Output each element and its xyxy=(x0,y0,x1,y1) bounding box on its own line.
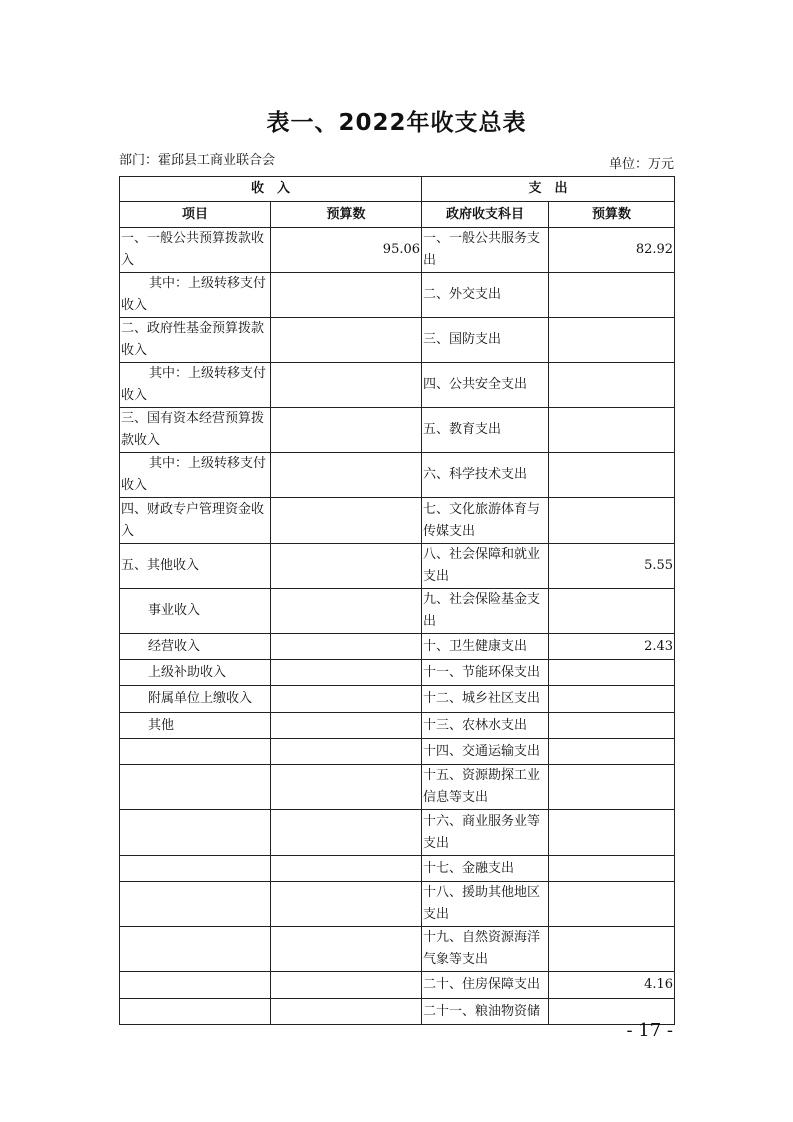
table-row xyxy=(120,228,675,273)
expense-value-cell xyxy=(549,363,675,408)
table-row xyxy=(120,739,675,765)
income-value-cell xyxy=(271,363,422,408)
income-value-cell xyxy=(271,318,422,363)
table-row xyxy=(120,882,675,927)
income-value-cell xyxy=(271,453,422,498)
income-value-cell xyxy=(271,713,422,739)
income-value-cell xyxy=(271,660,422,686)
income-header: 收 入 xyxy=(120,177,422,202)
table-row xyxy=(120,999,675,1025)
expense-value-cell: 4.16 xyxy=(549,972,675,999)
income-item-cell xyxy=(120,739,271,765)
income-value-cell xyxy=(271,544,422,589)
table-row xyxy=(120,318,675,363)
page-number: - 17 - xyxy=(626,1020,673,1041)
table-row xyxy=(120,544,675,589)
income-value-cell xyxy=(271,999,422,1025)
income-item-cell: 附属单位上缴收入 xyxy=(120,686,271,713)
table-row xyxy=(120,363,675,408)
table-row xyxy=(120,589,675,634)
income-item-cell: 经营收入 xyxy=(120,634,271,660)
expense-header: 支 出 xyxy=(422,177,675,202)
expense-value-cell xyxy=(549,856,675,882)
table-row xyxy=(120,713,675,739)
expense-item-cell: 二、外交支出 xyxy=(422,273,549,318)
expense-item-cell: 十三、农林水支出 xyxy=(422,713,549,739)
expense-item-cell: 十、卫生健康支出 xyxy=(422,634,549,660)
income-value-cell xyxy=(271,686,422,713)
income-item-cell: 其他 xyxy=(120,713,271,739)
table-row xyxy=(120,810,675,856)
expense-item-cell: 二十一、粮油物资储 xyxy=(422,999,549,1025)
income-value-cell xyxy=(271,882,422,927)
expense-value-cell xyxy=(549,498,675,544)
income-value-cell xyxy=(271,856,422,882)
income-item-cell: 其中：上级转移支付收入 xyxy=(120,453,271,498)
income-value-cell xyxy=(271,498,422,544)
expense-value-cell xyxy=(549,739,675,765)
gov-subject-column-header: 政府收支科目 xyxy=(422,202,549,228)
income-value-cell xyxy=(271,589,422,634)
income-value-cell xyxy=(271,408,422,453)
income-value-cell xyxy=(271,927,422,972)
expense-item-cell: 六、科学技术支出 xyxy=(422,453,549,498)
income-item-cell xyxy=(120,972,271,999)
expense-item-cell: 七、文化旅游体育与传媒支出 xyxy=(422,498,549,544)
expense-item-cell: 十四、交通运输支出 xyxy=(422,739,549,765)
income-value-cell xyxy=(271,810,422,856)
income-value-cell xyxy=(271,739,422,765)
expense-item-cell: 九、社会保险基金支出 xyxy=(422,589,549,634)
income-item-cell xyxy=(120,810,271,856)
table-row xyxy=(120,498,675,544)
expense-item-cell: 十八、援助其他地区支出 xyxy=(422,882,549,927)
income-value-cell xyxy=(271,273,422,318)
income-item-cell xyxy=(120,999,271,1025)
expense-item-cell: 四、公共安全支出 xyxy=(422,363,549,408)
table-row xyxy=(120,972,675,999)
expense-value-cell xyxy=(549,882,675,927)
income-item-cell xyxy=(120,765,271,810)
item-column-header: 项目 xyxy=(120,202,271,228)
unit-label: 单位：万元 xyxy=(608,157,674,172)
budget2-column-header: 预算数 xyxy=(549,202,675,228)
income-item-cell xyxy=(120,882,271,927)
income-item-cell: 其中：上级转移支付收入 xyxy=(120,363,271,408)
table-row xyxy=(120,856,675,882)
expense-item-cell: 一、一般公共服务支出 xyxy=(422,228,549,273)
income-value-cell: 95.06 xyxy=(271,228,422,273)
expense-value-cell xyxy=(549,408,675,453)
income-value-cell xyxy=(271,634,422,660)
income-item-cell: 二、政府性基金预算拨款收入 xyxy=(120,318,271,363)
expense-item-cell: 十五、资源勘探工业信息等支出 xyxy=(422,765,549,810)
table-row xyxy=(120,765,675,810)
budget-summary-table xyxy=(119,176,675,1025)
expense-item-cell: 十九、自然资源海洋气象等支出 xyxy=(422,927,549,972)
expense-value-cell xyxy=(549,453,675,498)
expense-value-cell xyxy=(549,765,675,810)
table-row xyxy=(120,634,675,660)
expense-item-cell: 三、国防支出 xyxy=(422,318,549,363)
expense-value-cell xyxy=(549,318,675,363)
expense-value-cell xyxy=(549,589,675,634)
expense-value-cell: 2.43 xyxy=(549,634,675,660)
expense-item-cell: 十一、节能环保支出 xyxy=(422,660,549,686)
expense-item-cell: 八、社会保障和就业支出 xyxy=(422,544,549,589)
expense-item-cell: 十二、城乡社区支出 xyxy=(422,686,549,713)
table-row xyxy=(120,660,675,686)
income-item-cell: 其中：上级转移支付收入 xyxy=(120,273,271,318)
expense-value-cell xyxy=(549,713,675,739)
income-value-cell xyxy=(271,765,422,810)
expense-value-cell xyxy=(549,927,675,972)
income-value-cell xyxy=(271,972,422,999)
expense-item-cell: 十六、商业服务业等支出 xyxy=(422,810,549,856)
page-title: 表一、2022年收支总表 xyxy=(266,110,527,136)
table-row xyxy=(120,273,675,318)
income-item-cell: 上级补助收入 xyxy=(120,660,271,686)
income-item-cell: 事业收入 xyxy=(120,589,271,634)
table-row xyxy=(120,453,675,498)
expense-value-cell xyxy=(549,273,675,318)
department-label: 部门：霍邱县工商业联合会 xyxy=(119,153,276,168)
table-row xyxy=(120,686,675,713)
expense-value-cell: 82.92 xyxy=(549,228,675,273)
expense-item-cell: 十七、金融支出 xyxy=(422,856,549,882)
income-item-cell: 三、国有资本经营预算拨款收入 xyxy=(120,408,271,453)
expense-item-cell: 五、教育支出 xyxy=(422,408,549,453)
income-item-cell: 五、其他收入 xyxy=(120,544,271,589)
expense-value-cell xyxy=(549,660,675,686)
income-item-cell: 一、一般公共预算拨款收入 xyxy=(120,228,271,273)
income-item-cell xyxy=(120,856,271,882)
income-item-cell: 四、财政专户管理资金收入 xyxy=(120,498,271,544)
expense-value-cell: 5.55 xyxy=(549,544,675,589)
table-row xyxy=(120,408,675,453)
budget-column-header: 预算数 xyxy=(271,202,422,228)
expense-value-cell xyxy=(549,686,675,713)
income-item-cell xyxy=(120,927,271,972)
table-row xyxy=(120,927,675,972)
expense-item-cell: 二十、住房保障支出 xyxy=(422,972,549,999)
expense-value-cell xyxy=(549,810,675,856)
